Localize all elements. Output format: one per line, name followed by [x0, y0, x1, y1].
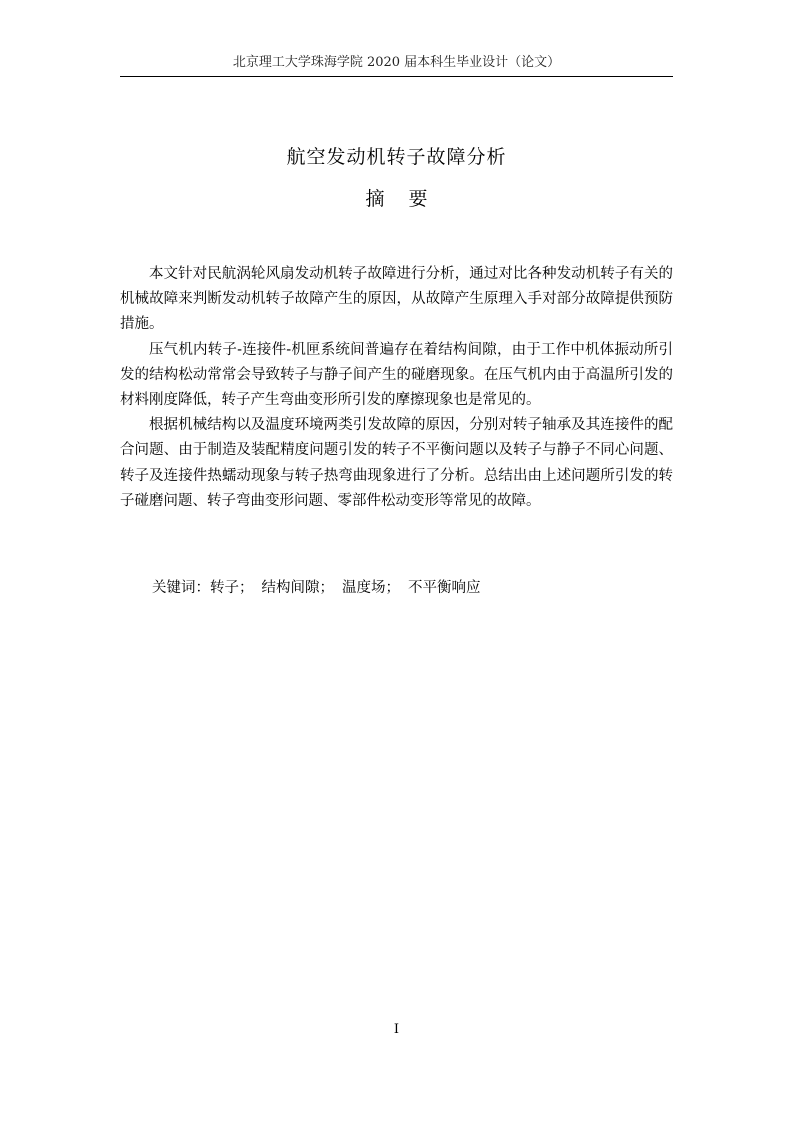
keyword: 不平衡响应 — [408, 580, 481, 596]
page-number: I — [393, 1022, 400, 1037]
abstract-heading: 摘 要 — [365, 188, 428, 210]
abstract-paragraph: 本文针对民航涡轮风扇发动机转子故障进行分析，通过对比各种发动机转子有关的机械故障来判断发动机转子故障产生的原因，从故障产生原理入手对部分故障提供预防措施。 — [120, 266, 673, 333]
thesis-title: 航空发动机转子故障分析 — [286, 146, 507, 168]
keyword: 转子； — [210, 580, 254, 596]
keyword: 结构间隙； — [261, 580, 334, 596]
abstract-paragraph: 压气机内转子-连接件-机匣系统间普遍存在着结构间隙，由于工作中机体振动所引发的结构松动常常会导致转子与静子间产生的碰磨现象。在压气机内由于高温所引发的材料刚度降低，转子产生弯曲变形所引发的摩擦现象也是常见的。 — [120, 341, 673, 409]
keywords-label: 关键词： — [152, 580, 210, 596]
keywords-line — [152, 575, 672, 601]
keyword: 温度场； — [342, 580, 400, 596]
header-divider — [120, 76, 673, 77]
running-header: 北京理工大学珠海学院 2020 届本科生毕业设计（论文） — [232, 55, 561, 70]
abstract-paragraph: 根据机械结构以及温度环境两类引发故障的原因，分别对转子轴承及其连接件的配合问题、由于制造及装配精度问题引发的转子不平衡问题以及转子与静子不同心问题、转子及连接件热蠕动现象与转子热弯曲现象进行了分析。总结出由上述问题所引发的转子碰磨问题、转子弯曲变形问题、零部件松动变形等常见的故障。 — [120, 417, 673, 509]
abstract-body — [120, 262, 673, 514]
